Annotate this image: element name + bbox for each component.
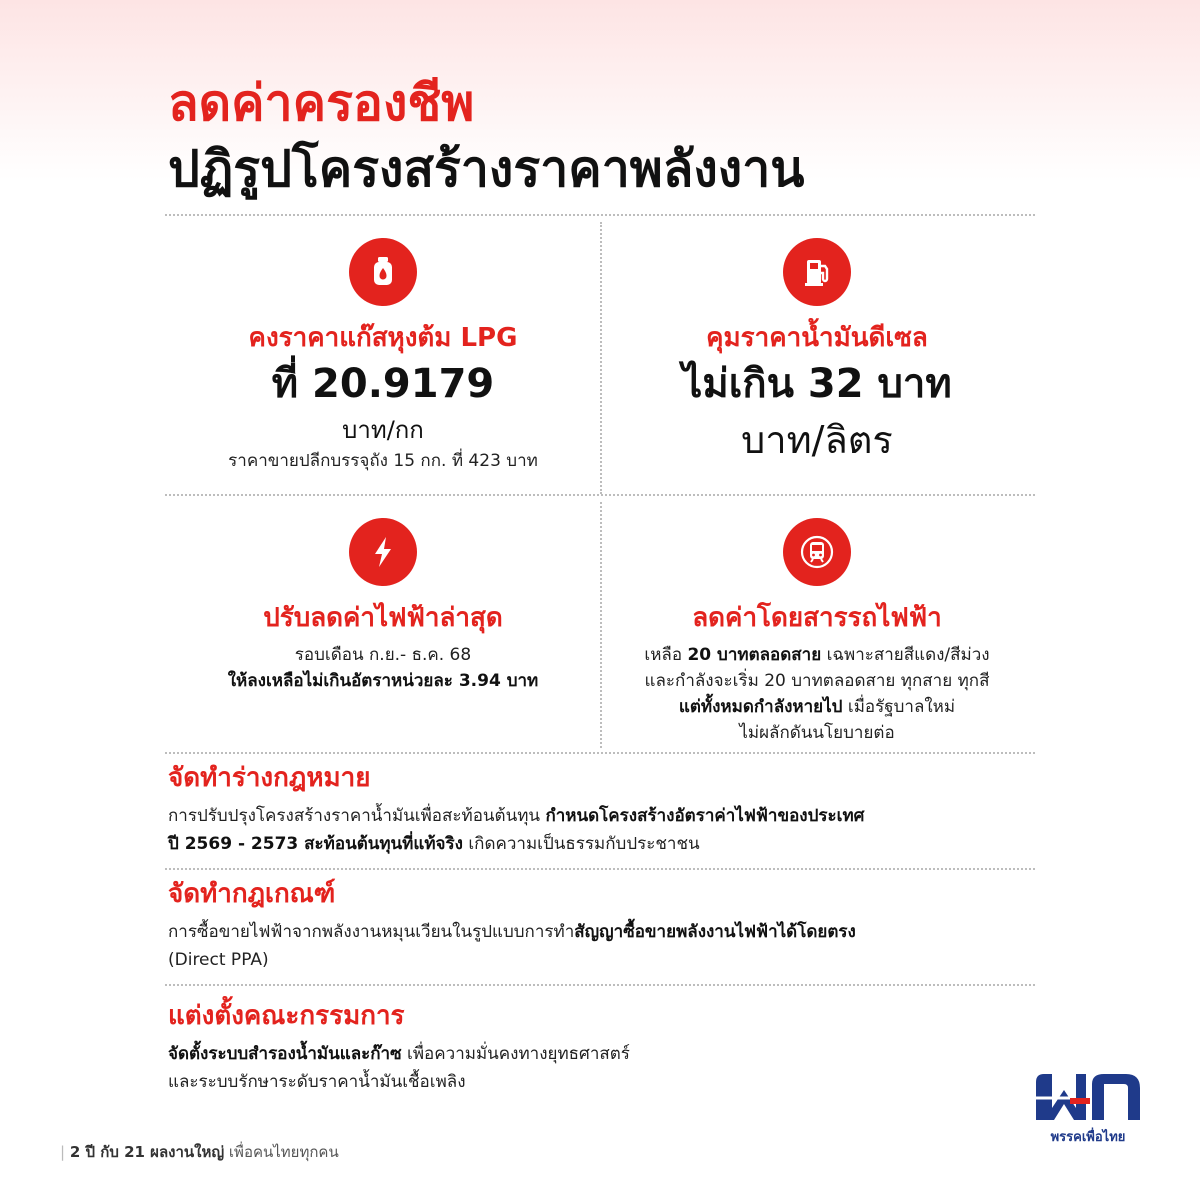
footer-separator: | (60, 1143, 66, 1161)
train-icon (783, 518, 851, 586)
committee-body-1-bold: จัดตั้งระบบสำรองน้ำมันและก๊าซ (168, 1044, 402, 1064)
divider-rules (165, 984, 1035, 986)
page-title: ลดค่าครองชีพ (168, 74, 475, 132)
headline (168, 70, 1048, 202)
diesel-unit: บาท/ลิตร (741, 418, 893, 462)
train-line-3 (600, 694, 1034, 720)
electricity-period: รอบเดือน ก.ย.- ธ.ค. 68 (294, 645, 472, 665)
rules-body-2: (Direct PPA) (168, 950, 269, 970)
rules-body-1-bold: สัญญาซื้อขายพลังงานไฟฟ้าได้โดยตรง (574, 922, 856, 942)
train-line-1-pre: เหลือ (644, 645, 688, 665)
committee-body-2: และระบบรักษาระดับราคาน้ำมันเชื้อเพลิง (168, 1072, 466, 1092)
section-rules (168, 876, 1038, 974)
law-body-2-bold: ปี 2569 - 2573 สะท้อนต้นทุนที่แท้จริง (168, 834, 463, 854)
lpg-note: ราคาขายปลีกบรรจุถัง 15 กก. ที่ 423 บาท (228, 451, 538, 471)
train-line-1-bold: 20 บาทตลอดสาย (687, 645, 822, 665)
party-logo-mark (1030, 1068, 1146, 1124)
lpg-title: คงราคาแก๊สหุงต้ม LPG (248, 323, 518, 353)
train-line-3-bold: แต่ทั้งหมดกำลังหายไป (678, 697, 843, 717)
card-train (600, 518, 1034, 746)
law-body-1 (168, 802, 1038, 830)
electricity-rate: ให้ลงเหลือไม่เกินอัตราหน่วยละ 3.94 บาท (227, 671, 539, 691)
rules-body-1 (168, 918, 1038, 946)
party-logo-text: พรรคเพื่อไทย (1050, 1130, 1126, 1145)
lightning-icon (349, 518, 417, 586)
divider-sections (165, 752, 1035, 754)
train-line-2: และกำลังจะเริ่ม 20 บาทตลอดสาย ทุกสาย ทุกสี (644, 671, 990, 691)
section-law (168, 760, 1038, 858)
section-committee (168, 998, 1038, 1096)
card-electricity (168, 518, 598, 694)
page-subtitle: ปฏิรูปโครงสร้างราคาพลังงาน (168, 140, 805, 198)
train-title: ลดค่าโดยสารรถไฟฟ้า (692, 603, 942, 633)
lpg-value: ที่ 20.9179 (271, 361, 495, 407)
electricity-title: ปรับลดค่าไฟฟ้าล่าสุด (263, 603, 503, 633)
committee-body-1 (168, 1040, 1038, 1068)
diesel-value: ไม่เกิน 32 บาท (682, 361, 952, 407)
divider-law (165, 868, 1035, 870)
fuel-pump-icon (783, 238, 851, 306)
committee-heading: แต่งตั้งคณะกรรมการ (168, 1001, 405, 1031)
diesel-title: คุมราคาน้ำมันดีเซล (706, 323, 928, 353)
committee-body-1-text: เพื่อความมั่นคงทางยุทธศาสตร์ (401, 1044, 630, 1064)
rules-body-1-text: การซื้อขายไฟฟ้าจากพลังงานหมุนเวียนในรูปแบบการทำ (168, 922, 575, 942)
card-lpg (168, 238, 598, 474)
rules-heading: จัดทำกฎเกณฑ์ (168, 879, 336, 909)
gas-cylinder-icon (349, 238, 417, 306)
footer (60, 1140, 339, 1164)
law-body-1-text: การปรับปรุงโครงสร้างราคาน้ำมันเพื่อสะท้อนต้นทุน (168, 806, 546, 826)
law-body-2 (168, 830, 1038, 858)
divider-middle (165, 494, 1035, 496)
card-diesel (600, 238, 1034, 468)
party-logo (1030, 1068, 1146, 1147)
footer-text: เพื่อคนไทยทุกคน (224, 1143, 339, 1161)
footer-bold: 2 ปี กับ 21 ผลงานใหญ่ (69, 1143, 225, 1161)
lpg-unit: บาท/กก (342, 416, 424, 444)
law-body-1-bold: กำหนดโครงสร้างอัตราค่าไฟฟ้าของประเทศ (545, 806, 865, 826)
law-heading: จัดทำร่างกฎหมาย (168, 763, 371, 793)
divider-top (165, 214, 1035, 216)
train-line-3-post: เมื่อรัฐบาลใหม่ (842, 697, 956, 717)
train-line-1 (600, 642, 1034, 668)
law-body-2-text: เกิดความเป็นธรรมกับประชาชน (462, 834, 700, 854)
train-line-1-post: เฉพาะสายสีแดง/สีม่วง (821, 645, 990, 665)
train-line-4: ไม่ผลักดันนโยบายต่อ (739, 723, 895, 743)
